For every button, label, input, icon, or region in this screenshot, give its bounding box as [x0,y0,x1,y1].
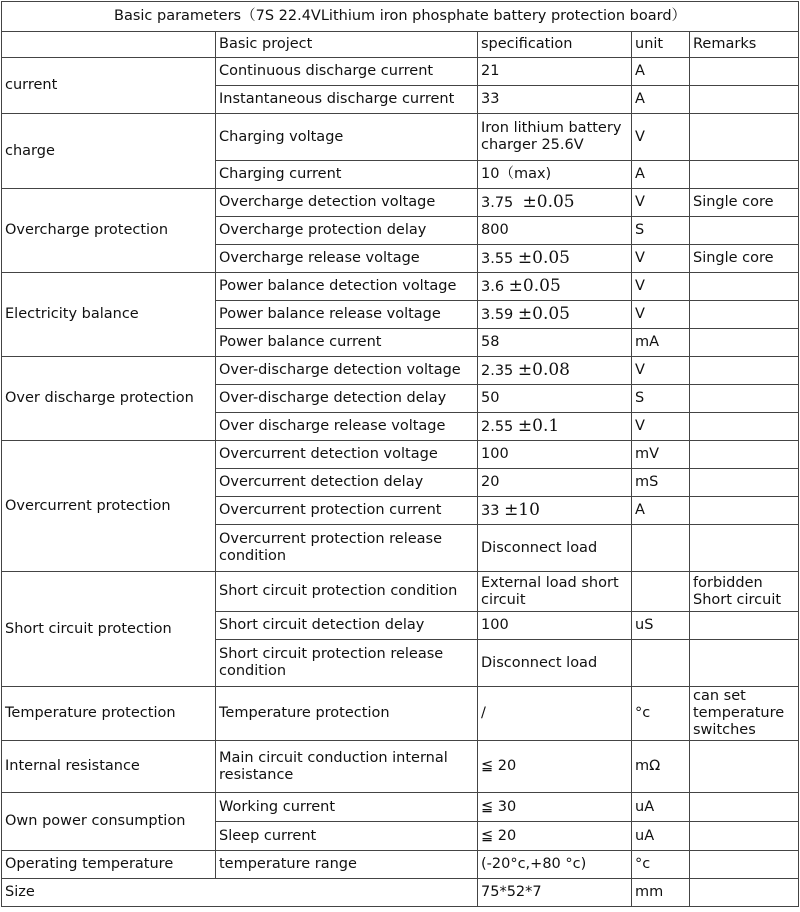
row-unit: A [632,161,690,189]
group-label-balance: Electricity balance [2,273,216,357]
row-spec: 50 [478,385,632,413]
table-row [2,357,799,385]
row-unit: mm [632,879,690,907]
spec-tolerance: ±0.05 [522,191,575,212]
row-unit: A [632,58,690,86]
table-row [2,851,799,879]
row-spec: 100 [478,441,632,469]
row-remarks [690,525,799,572]
row-spec: ≦ 30 [478,793,632,822]
spec-tolerance: ±0.05 [517,247,571,268]
table-row [2,572,799,612]
row-spec: 75*52*7 [478,879,632,907]
row-remarks: forbidden Short circuit [690,572,799,612]
row-remarks [690,114,799,161]
row-unit: uS [632,612,690,640]
header-row [2,32,799,58]
row-remarks [690,357,799,385]
row-spec: / [478,687,632,741]
row-remarks [690,741,799,793]
row-project: Charging current [216,161,478,189]
row-project: Overcurrent detection voltage [216,441,478,469]
row-unit: mΩ [632,741,690,793]
row-spec: 21 [478,58,632,86]
row-spec: External load short circuit [478,572,632,612]
row-spec: 100 [478,612,632,640]
row-project: Charging voltage [216,114,478,161]
group-label-operating: Operating temperature [2,851,216,879]
row-project: Overcharge detection voltage [216,189,478,217]
row-remarks [690,822,799,851]
row-remarks [690,161,799,189]
row-unit: S [632,385,690,413]
group-label-overcurrent: Overcurrent protection [2,441,216,572]
group-label-current: current [2,58,216,114]
header-blank-cell [2,32,216,58]
spec-tolerance: ±0.1 [517,415,560,436]
table-row [2,114,799,161]
table-row [2,58,799,86]
row-project: Working current [216,793,478,822]
row-unit: V [632,189,690,217]
row-remarks [690,273,799,301]
row-remarks [690,497,799,525]
row-unit [632,572,690,612]
row-project: Over discharge release voltage [216,413,478,441]
row-spec: ≦ 20 [478,822,632,851]
row-remarks [690,879,799,907]
spec-value: 3.6 [481,278,505,295]
row-remarks [690,217,799,245]
spec-tolerance: ±0.05 [508,275,561,296]
row-project: Overcurrent detection delay [216,469,478,497]
row-project: Overcharge release voltage [216,245,478,273]
spec-value: 3.59 [481,306,514,323]
table-title: Basic parameters（7S 22.4VLithium iron phosphate battery protection board） [2,2,799,32]
table-row [2,273,799,301]
row-project: Sleep current [216,822,478,851]
spec-tolerance: ±10 [504,499,540,520]
row-spec [478,301,632,329]
group-label-shortcircuit: Short circuit protection [2,572,216,687]
row-unit: mS [632,469,690,497]
row-unit: S [632,217,690,245]
row-project: Instantaneous discharge current [216,86,478,114]
row-unit: V [632,301,690,329]
row-unit: uA [632,822,690,851]
table-row [2,879,799,907]
group-label-size: Size [2,879,478,907]
row-remarks [690,851,799,879]
row-project: Main circuit conduction internal resistance [216,741,478,793]
spec-value: 2.35 [481,362,514,379]
group-label-consumption: Own power consumption [2,793,216,851]
row-project: Overcurrent protection current [216,497,478,525]
row-spec [478,357,632,385]
row-project: Short circuit detection delay [216,612,478,640]
table-row [2,687,799,741]
row-unit: mV [632,441,690,469]
table-row [2,441,799,469]
row-unit: V [632,357,690,385]
row-spec: 20 [478,469,632,497]
row-unit [632,525,690,572]
header-unit: unit [632,32,690,58]
row-spec: 800 [478,217,632,245]
spec-value: 33 [481,502,500,519]
row-spec [478,497,632,525]
row-project: Over-discharge detection delay [216,385,478,413]
row-project: Continuous discharge current [216,58,478,86]
table-row [2,793,799,822]
row-unit [632,640,690,687]
row-unit: A [632,86,690,114]
title-row [2,2,799,32]
spec-tolerance: ±0.05 [517,303,571,324]
header-spec: specification [478,32,632,58]
row-remarks [690,640,799,687]
row-unit: uA [632,793,690,822]
row-unit: V [632,413,690,441]
group-label-temperature: Temperature protection [2,687,216,741]
row-remarks [690,793,799,822]
row-spec [478,273,632,301]
row-unit: mA [632,329,690,357]
row-project: Overcurrent protection release condition [216,525,478,572]
group-label-charge: charge [2,114,216,189]
row-project: Short circuit protection release condition [216,640,478,687]
row-project: temperature range [216,851,478,879]
group-label-resistance: Internal resistance [2,741,216,793]
row-project: Temperature protection [216,687,478,741]
row-project: Short circuit protection condition [216,572,478,612]
parameters-table [1,1,799,907]
row-remarks [690,413,799,441]
row-project: Power balance release voltage [216,301,478,329]
group-label-overcharge: Overcharge protection [2,189,216,273]
row-spec: Disconnect load [478,525,632,572]
row-spec: (-20°c,+80 °c) [478,851,632,879]
row-remarks [690,329,799,357]
row-spec: Iron lithium battery charger 25.6V [478,114,632,161]
row-spec: 10（max) [478,161,632,189]
row-spec: 58 [478,329,632,357]
row-remarks [690,301,799,329]
row-project: Power balance current [216,329,478,357]
row-spec: ≦ 20 [478,741,632,793]
spec-value: 3.75 [481,194,514,211]
row-unit: V [632,114,690,161]
row-remarks [690,86,799,114]
row-project: Power balance detection voltage [216,273,478,301]
header-project: Basic project [216,32,478,58]
row-remarks [690,469,799,497]
row-unit: °c [632,687,690,741]
row-project: Over-discharge detection voltage [216,357,478,385]
row-remarks: Single core [690,245,799,273]
row-remarks: Single core [690,189,799,217]
table-row [2,741,799,793]
row-remarks [690,612,799,640]
row-unit: V [632,245,690,273]
row-remarks [690,441,799,469]
row-spec [478,413,632,441]
row-unit: °c [632,851,690,879]
group-label-overdischarge: Over discharge protection [2,357,216,441]
spec-tolerance: ±0.08 [517,359,571,380]
spec-value: 3.55 [481,250,514,267]
row-remarks: can set temperature switches [690,687,799,741]
row-remarks [690,58,799,86]
row-spec: 33 [478,86,632,114]
spec-value: 2.55 [481,418,514,435]
row-unit: V [632,273,690,301]
row-spec [478,245,632,273]
header-remarks: Remarks [690,32,799,58]
row-spec: Disconnect load [478,640,632,687]
row-remarks [690,385,799,413]
row-spec [478,189,632,217]
row-unit: A [632,497,690,525]
table-row [2,189,799,217]
row-project: Overcharge protection delay [216,217,478,245]
